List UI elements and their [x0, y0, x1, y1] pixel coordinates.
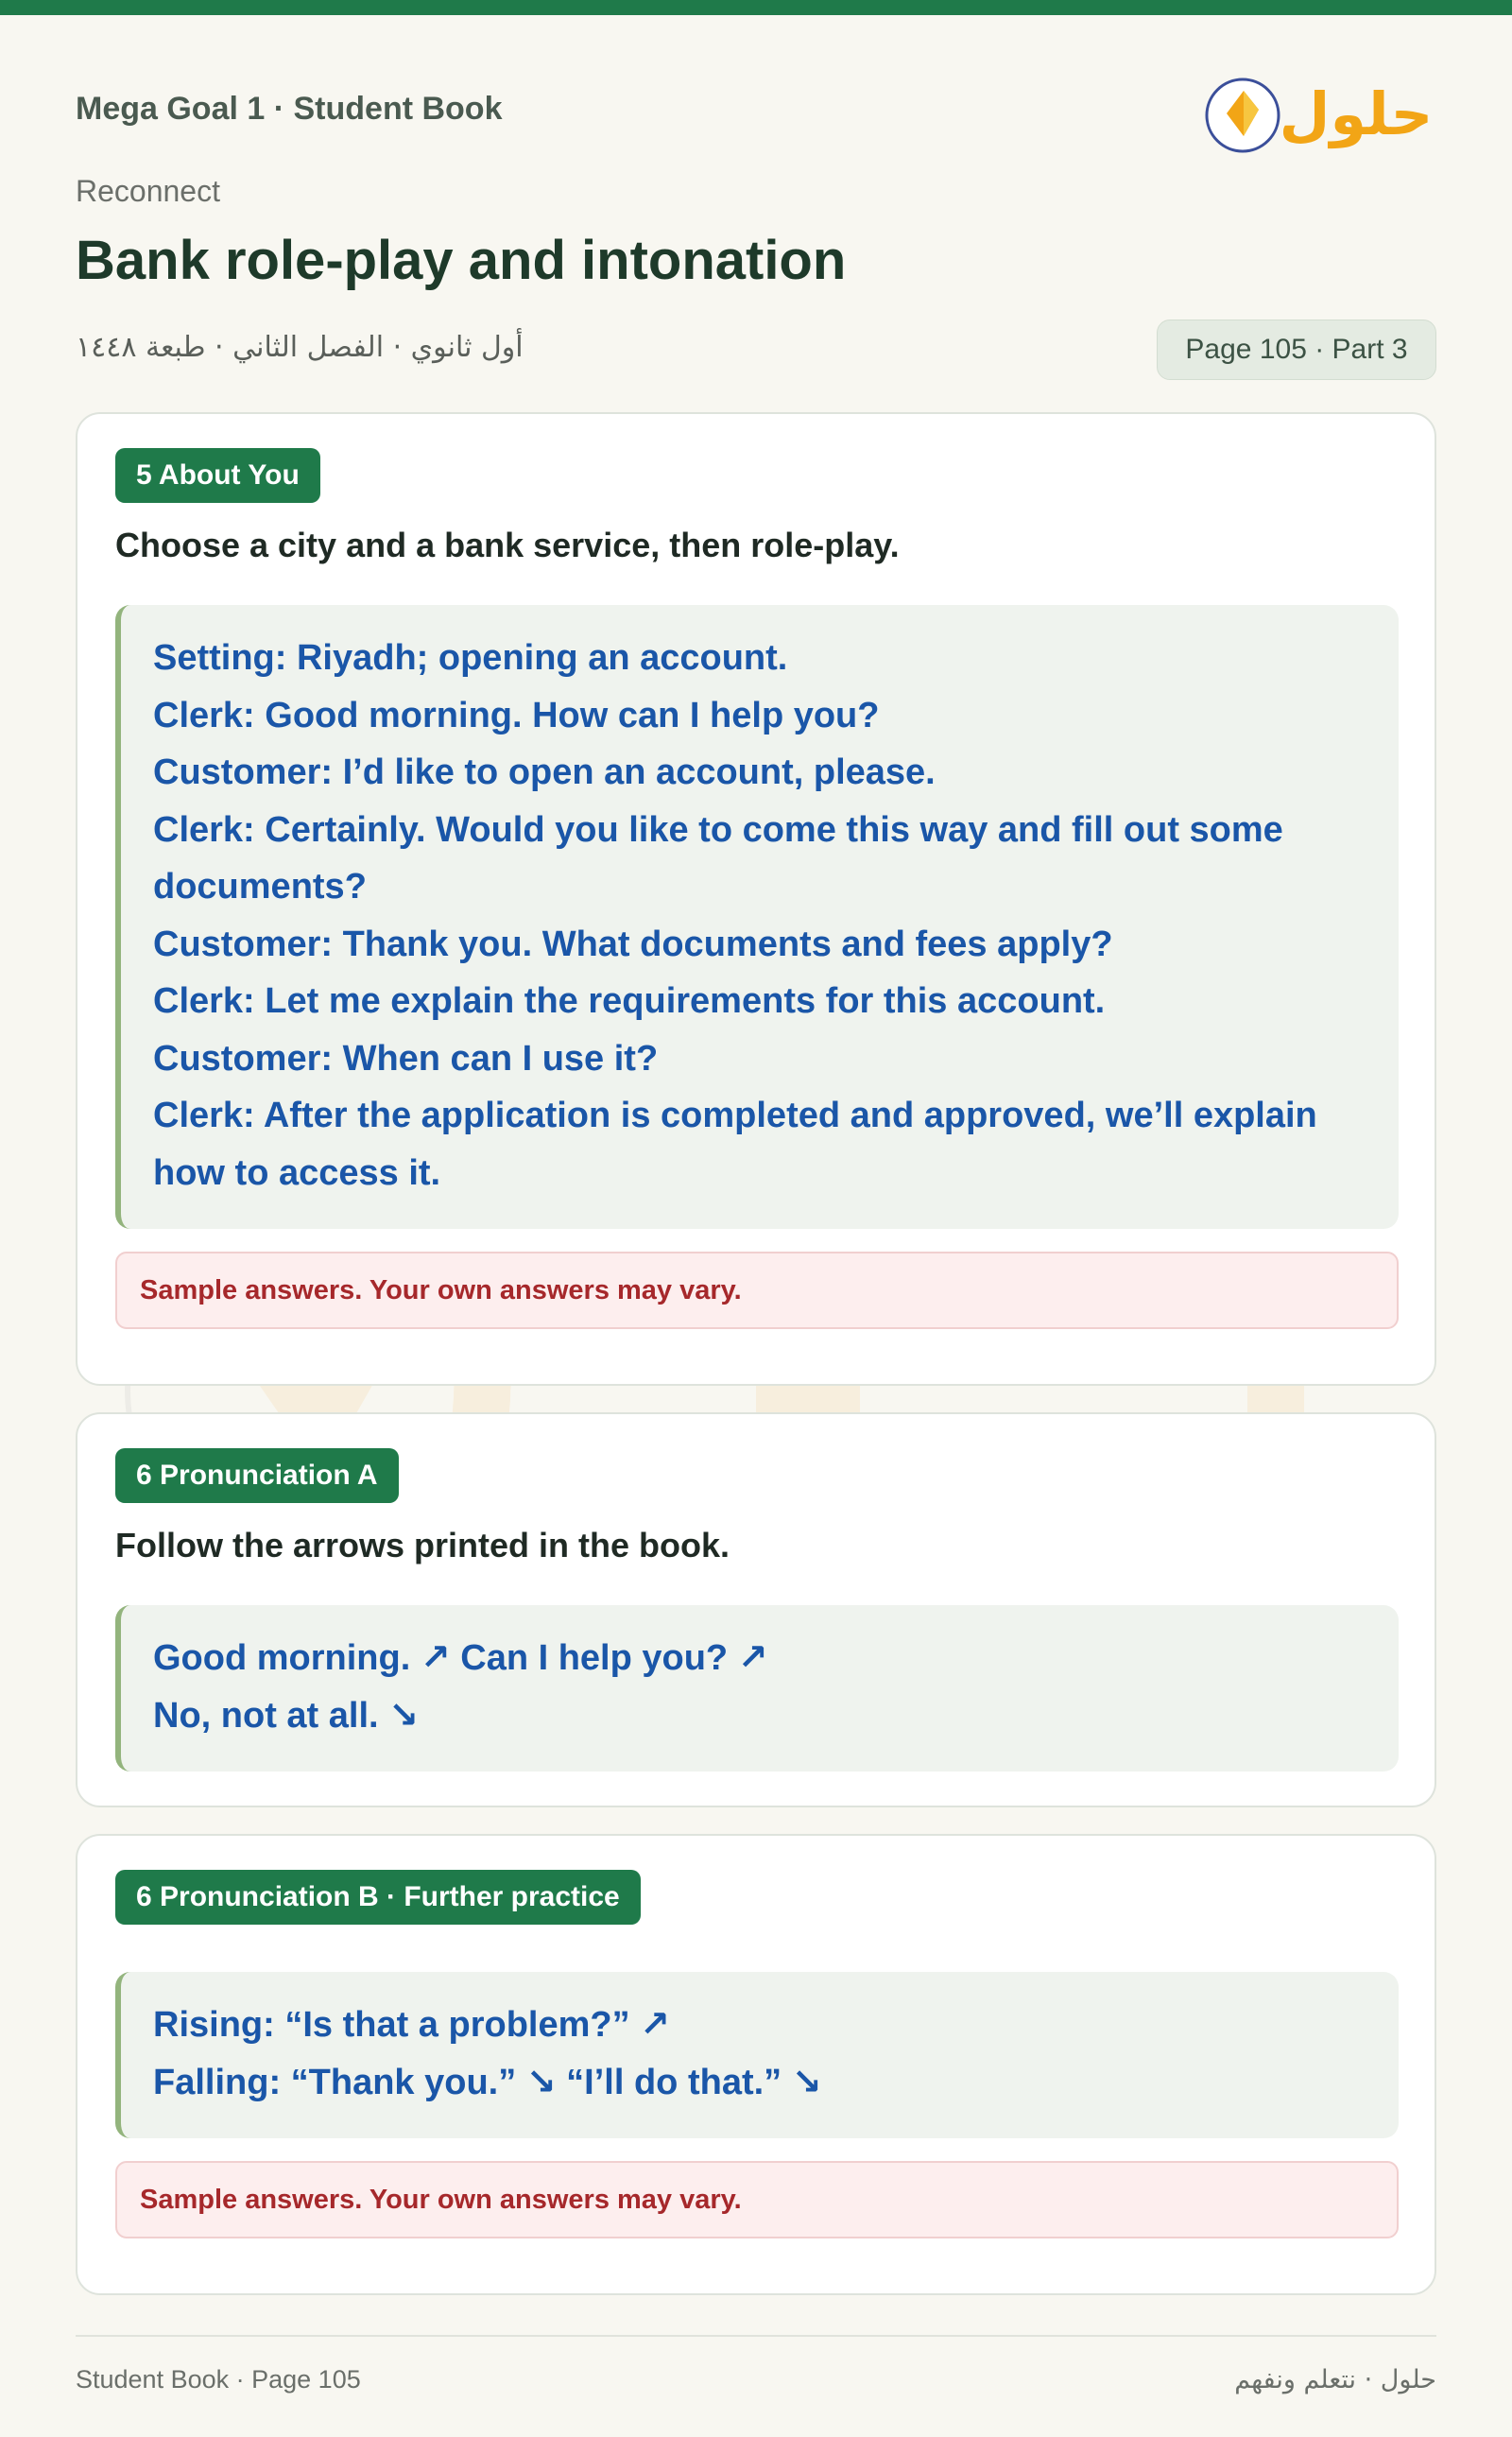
exercise-5-badge: 5 About You	[115, 448, 320, 503]
answer-line: Customer: Thank you. What documents and fees apply?	[153, 924, 1113, 964]
exercise-6b-badge: 6 Pronunciation B · Further practice	[115, 1870, 641, 1925]
book-title: Mega Goal 1 · Student Book	[76, 91, 503, 127]
sample-answers-note: Sample answers. Your own answers may vary.	[115, 1252, 1399, 1329]
book-logo-icon	[1191, 57, 1436, 161]
exercise-5-instruction: Choose a city and a bank service, then role-play.	[115, 526, 900, 564]
answer-line: Clerk: Certainly. Would you like to come this way and fill out some	[153, 809, 1283, 850]
footer-brand-arabic: حلول · نتعلم ونفهم	[1234, 2365, 1436, 2394]
page-footer	[76, 2335, 1436, 2394]
page-indicator: Page 105 · Part 3	[1157, 320, 1436, 380]
grade-meta-arabic: أول ثانوي · الفصل الثاني · طبعة ١٤٤٨	[76, 331, 524, 364]
answer-line: Clerk: Good morning. How can I help you?	[153, 695, 880, 735]
exercise-6a-card	[76, 1412, 1436, 1807]
section-label: Reconnect	[76, 174, 220, 208]
answer-line: Clerk: After the application is completed and approved, we’ll explain	[153, 1096, 1317, 1135]
logo-text: حلول	[1279, 79, 1434, 148]
answer-line: documents?	[153, 867, 367, 907]
answer-line: Falling: “Thank you.” ↘ “I’ll do that.” ↘	[153, 2062, 822, 2102]
answer-line: Customer: When can I use it?	[153, 1038, 659, 1079]
exercise-5-answer-box	[115, 605, 1399, 1229]
footer-page-label: Student Book · Page 105	[76, 2365, 361, 2394]
answer-line: how to access it.	[153, 1152, 441, 1193]
answer-line: No, not at all. ↘	[153, 1695, 419, 1736]
exercise-6b-card	[76, 1834, 1436, 2295]
answer-line: Good morning. ↗ Can I help you? ↗	[153, 1638, 768, 1678]
exercise-6a-instruction: Follow the arrows printed in the book.	[115, 1526, 730, 1564]
exercise-5-card	[76, 412, 1436, 1386]
answer-line: Setting: Riyadh; opening an account.	[153, 638, 788, 678]
answer-line: Clerk: Let me explain the requirements for this account.	[153, 981, 1106, 1021]
page-title: Bank role-play and intonation	[76, 230, 847, 291]
answer-line: Rising: “Is that a problem?” ↗	[153, 2005, 670, 2045]
answer-line: Customer: I’d like to open an account, please.	[153, 752, 936, 792]
exercise-6a-answer-box	[115, 1605, 1399, 1772]
sample-answers-note: Sample answers. Your own answers may vary.	[115, 2161, 1399, 2238]
exercise-6b-answer-box	[115, 1972, 1399, 2138]
exercise-6a-badge: 6 Pronunciation A	[115, 1448, 399, 1503]
top-accent-bar	[0, 0, 1512, 15]
